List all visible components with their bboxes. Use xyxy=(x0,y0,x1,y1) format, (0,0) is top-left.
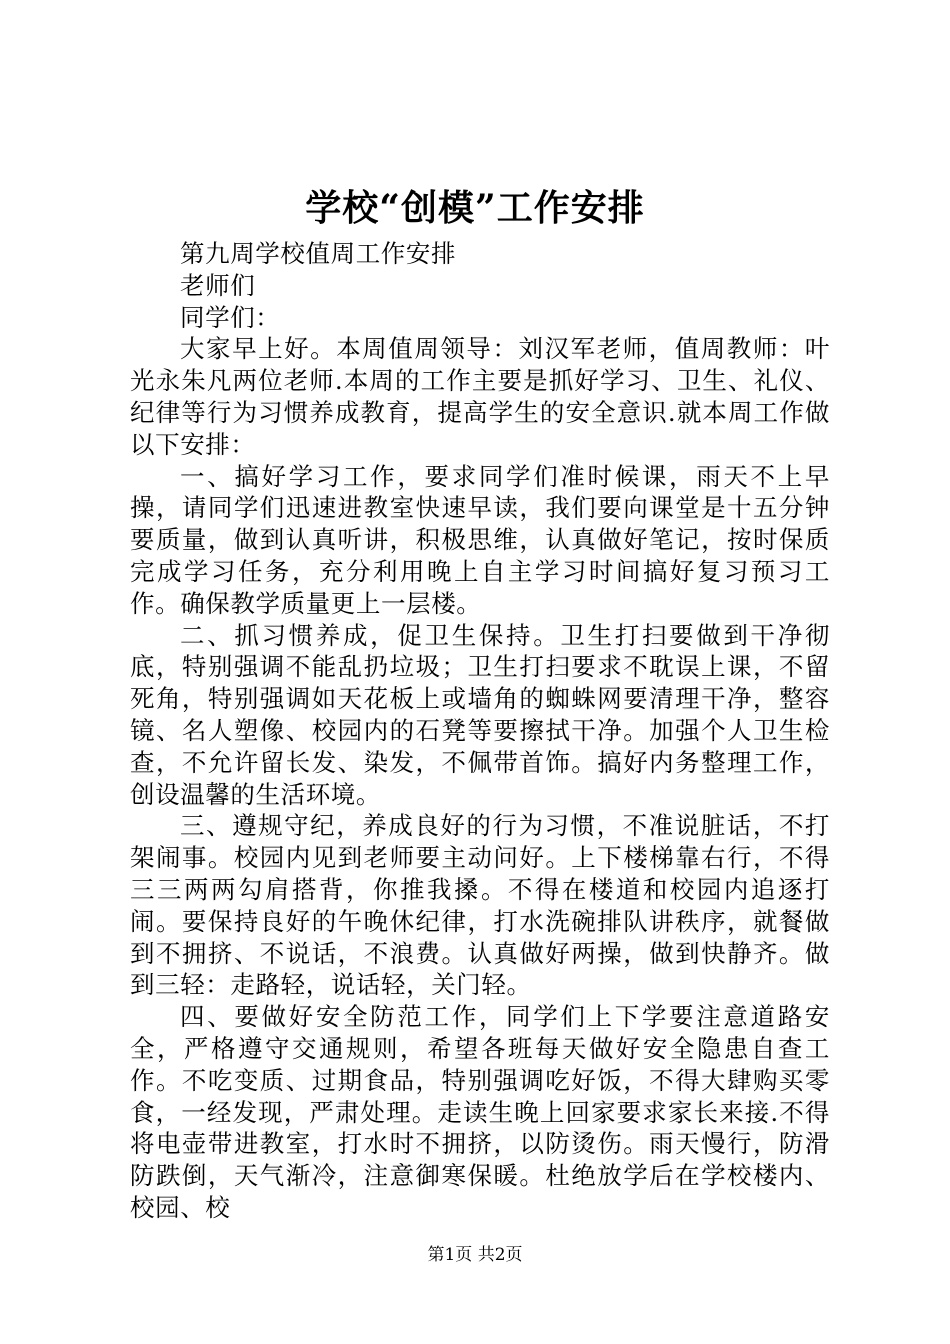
paragraph-intro: 大家早上好。本周值周领导：刘汉军老师，值周教师：叶光永朱凡两位老师.本周的工作主要是抓好学习、卫生、礼仪、纪律等行为习惯养成教育，提高学生的安全意识.就本周工作做以下安排： xyxy=(130,334,830,459)
paragraph-safety: 四、要做好安全防范工作，同学们上下学要注意道路安全，严格遵守交通规则，希望各班每天做好安全隐患自查工作。不吃变质、过期食品，特别强调吃好饭，不得大肆购买零食，一经发现，严肃处理。走读生晚上回家要求家长来接.不得将电壶带进教室，打水时不拥挤，以防烫伤。雨天慢行，防滑防跌倒，天气渐冷，注意御寒保暖。杜绝放学后在学校楼内、校园、校 xyxy=(130,1002,830,1222)
paragraph-salutation-teachers: 老师们 xyxy=(180,270,256,300)
document-title: 学校“创模”工作安排 xyxy=(305,187,645,229)
paragraph-hygiene: 二、抓习惯养成，促卫生保持。卫生打扫要做到干净彻底，特别强调不能乱扔垃圾；卫生打扫要求不耽误上课，不留死角，特别强调如天花板上或墙角的蜘蛛网要清理干净，整容镜、名人塑像、校园内的石凳等要擦拭干净。加强个人卫生检查，不允许留长发、染发，不佩带首饰。搞好内务整理工作，创设温馨的生活环境。 xyxy=(130,620,830,809)
paragraph-salutation-students: 同学们： xyxy=(180,302,281,332)
paragraph-heading: 第九周学校值周工作安排 xyxy=(180,239,457,268)
document-body xyxy=(130,238,830,1224)
paragraph-study: 一、搞好学习工作，要求同学们准时候课，雨天不上早操，请同学们迅速进教室快速早读，我们要向课堂是十五分钟要质量，做到认真听讲，积极思维，认真做好笔记，按时保质完成学习任务，充分利用晚上自主学习时间搞好复习预习工作。确保教学质量更上一层楼。 xyxy=(130,461,830,618)
paragraph-discipline: 三、遵规守纪，养成良好的行为习惯，不准说脏话，不打架闹事。校园内见到老师要主动问好。上下楼梯靠右行，不得三三两两勾肩搭背，你推我搡。不得在楼道和校园内追逐打闹。要保持良好的午晚休纪律，打水洗碗排队讲秩序，就餐做到不拥挤、不说话，不浪费。认真做好两操，做到快静齐。做到三轻：走路轻，说话轻，关门轻。 xyxy=(130,811,830,1000)
page-number-footer: 第1页 共2页 xyxy=(427,1245,523,1265)
